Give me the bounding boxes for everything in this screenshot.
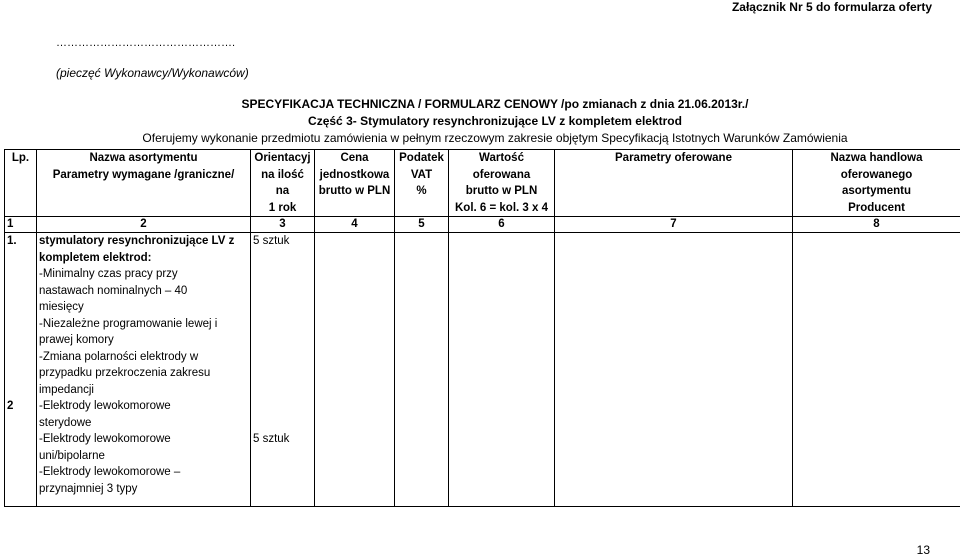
- item-quantity: 5 sztuk: [251, 233, 315, 399]
- header-name: Nazwa asortymentu Parametry wymagane /graniczne/: [37, 150, 251, 217]
- column-number: 8: [793, 217, 960, 233]
- vat-cell[interactable]: [395, 398, 449, 507]
- column-number: 3: [251, 217, 315, 233]
- price-form-table: [4, 149, 960, 507]
- offered-params-cell[interactable]: [555, 398, 793, 507]
- column-number: 6: [449, 217, 555, 233]
- stamp-label: (pieczęć Wykonawcy/Wykonawców): [56, 66, 249, 80]
- table-row: [5, 398, 960, 507]
- column-number: 5: [395, 217, 449, 233]
- item-description: stymulatory resynchronizujące LV z kompletem elektrod: -Minimalny czas pracy przy nastawach nominalnych – 40 miesięcy -Niezależne programowanie lewej i prawej komory -Zmiana polarności elektrody w przypadku przekroczenia zakresu impedancji: [37, 233, 251, 399]
- column-number: 2: [37, 217, 251, 233]
- header-lp: Lp.: [5, 150, 37, 217]
- header-offered-params: Parametry oferowane: [555, 150, 793, 217]
- column-number-row: [5, 217, 960, 233]
- part-title: Część 3- Stymulatory resynchronizujące LV z kompletem elektrod: [308, 114, 682, 128]
- trade-name-cell[interactable]: [793, 233, 960, 399]
- header-trade-name: Nazwa handlowa oferowanego asortymentu Producent: [793, 150, 960, 217]
- attachment-label: Załącznik Nr 5 do formularza oferty: [731, 0, 932, 14]
- offered-params-cell[interactable]: [555, 233, 793, 399]
- offered-value-cell[interactable]: [449, 233, 555, 399]
- header-vat: Podatek VAT %: [395, 150, 449, 217]
- vat-cell[interactable]: [395, 233, 449, 399]
- signature-dots: ………………………………………….: [56, 37, 236, 49]
- unit-price-cell[interactable]: [315, 398, 395, 507]
- header-quantity: Orientacyj na ilość na 1 rok: [251, 150, 315, 217]
- header-unit-price: Cena jednostkowa brutto w PLN: [315, 150, 395, 217]
- row-lp: 2: [5, 398, 37, 507]
- column-number: 4: [315, 217, 395, 233]
- trade-name-cell[interactable]: [793, 398, 960, 507]
- offer-statement: Oferujemy wykonanie przedmiotu zamówienia w pełnym rzeczowym zakresie objętym Specyfikacją Istotnych Warunków Zamówienia: [142, 131, 848, 145]
- table-header-row: [5, 150, 960, 217]
- item-description: -Elektrody lewokomorowe sterydowe -Elektrody lewokomorowe uni/bipolarne -Elektrody lewokomorowe – przynajmniej 3 typy: [37, 398, 251, 507]
- offered-value-cell[interactable]: [449, 398, 555, 507]
- page-number: 13: [916, 543, 930, 557]
- column-number: 1: [5, 217, 37, 233]
- unit-price-cell[interactable]: [315, 233, 395, 399]
- table-row: [5, 233, 960, 399]
- spec-title: SPECYFIKACJA TECHNICZNA / FORMULARZ CENOWY /po zmianach z dnia 21.06.2013r./: [241, 97, 749, 111]
- row-lp: 1.: [5, 233, 37, 399]
- item-quantity: 5 sztuk: [251, 398, 315, 507]
- header-offered-value: Wartość oferowana brutto w PLN Kol. 6 = kol. 3 x 4: [449, 150, 555, 217]
- column-number: 7: [555, 217, 793, 233]
